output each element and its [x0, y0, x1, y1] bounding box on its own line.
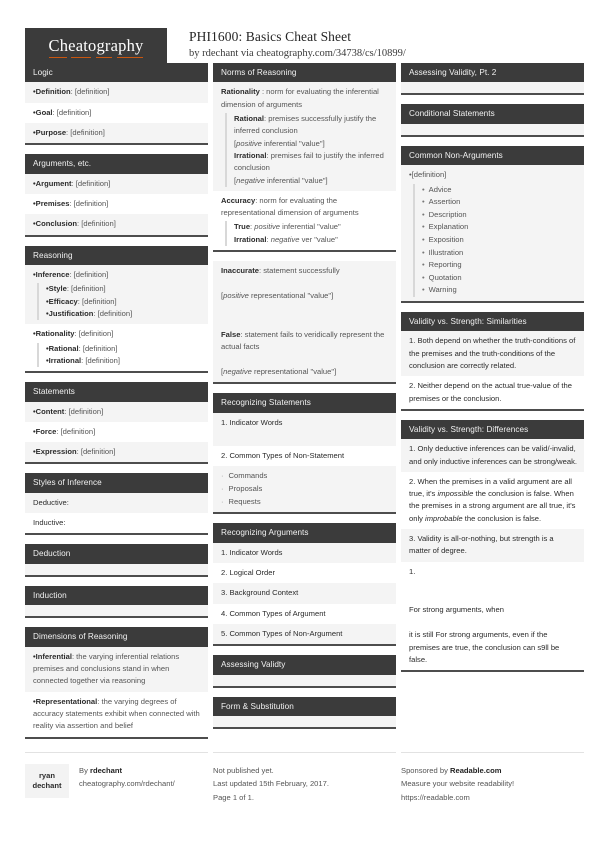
- term: •Rationality: [33, 329, 75, 339]
- sponsor-name[interactable]: Readable.com: [449, 765, 502, 775]
- definition: : [definition]: [81, 355, 120, 365]
- table-row: [213, 413, 396, 446]
- sub-item: [46, 355, 201, 367]
- card-styles-of-inference: [25, 473, 208, 535]
- table-row: [25, 214, 208, 234]
- term: False: [221, 329, 241, 339]
- sub-item: [46, 343, 201, 355]
- card-body-recognizing-statements: [213, 413, 396, 512]
- sponsor-line: Sponsored by Readable.com: [401, 765, 502, 775]
- definition: : [definition]: [64, 406, 104, 416]
- term: •Argument: [33, 178, 72, 188]
- card-assessing-validity: [213, 655, 396, 687]
- sub-list: [37, 283, 201, 320]
- footer-sponsor: [401, 752, 584, 805]
- value-line: [positive representational "value"]: [221, 291, 334, 301]
- card-validity-vs-strength-differences: [401, 420, 584, 672]
- sub-list: [37, 343, 201, 368]
- term: •Premises: [33, 199, 70, 209]
- list-item: • Warning: [422, 284, 577, 297]
- definition: : [definition]: [66, 128, 105, 138]
- definition: : [definition]: [66, 284, 106, 294]
- card-statements: [25, 382, 208, 464]
- definition: : statement successfully: [259, 265, 340, 275]
- table-row-empty: [401, 124, 584, 135]
- table-row: [25, 194, 208, 214]
- card-common-non-arguments: [401, 146, 584, 303]
- term: •Justification: [46, 308, 94, 318]
- emphasis: negative: [270, 234, 300, 244]
- card-title-validity-vs-strength-differences: Validity vs. Strength: Differences: [401, 420, 584, 439]
- card-title-form-substitution: Form & Substitution: [213, 697, 396, 716]
- card-arguments: [25, 154, 208, 236]
- emphasis: positive: [223, 291, 249, 301]
- card-title-arguments: Arguments, etc.: [25, 154, 208, 173]
- column-2: [213, 63, 396, 738]
- card-title-common-non-arguments: Common Non-Arguments: [401, 146, 584, 165]
- card-body-logic: [25, 82, 208, 143]
- publish-lines: [213, 764, 396, 805]
- table-row: 2. Neither depend on the actual true-value of the premises or the conclusion.: [401, 376, 584, 409]
- column-1: [25, 63, 208, 748]
- author-url[interactable]: cheatography.com/rdechant/: [79, 778, 175, 788]
- definition: : [definition]: [69, 270, 109, 280]
- definition: : premises fail to justify the inferred conclusion: [234, 150, 384, 173]
- card-title-logic: Logic: [25, 63, 208, 82]
- list-item: • Advice: [422, 184, 577, 197]
- sponsor-tagline: Measure your website readability!: [401, 779, 515, 789]
- avatar: [25, 764, 69, 798]
- card-inaccurate: [213, 261, 396, 384]
- table-row: [25, 174, 208, 194]
- table-row: 1. Only deductive inferences can be valid/-invalid, and only inductive inferences can be strong/weak.: [401, 439, 584, 472]
- term-line: [221, 86, 389, 111]
- table-row: 5. Common Types of Non-Argument: [213, 624, 396, 644]
- sub-item: [46, 308, 201, 320]
- publish-status: Not published yet.: [213, 765, 274, 775]
- card-recognizing-arguments: [213, 523, 396, 646]
- term-line: [33, 328, 201, 340]
- term: Inaccurate: [221, 265, 259, 275]
- title-block: [189, 28, 406, 59]
- spacer: [221, 429, 389, 442]
- definition: : [definition]: [56, 426, 96, 436]
- table-row: [25, 647, 208, 692]
- sponsor-url[interactable]: https://readable.com: [401, 792, 470, 802]
- table-row-empty: [213, 675, 396, 686]
- avatar-text: ryan dechant: [32, 771, 62, 790]
- definition: : [definition]: [69, 199, 109, 209]
- spacer: [221, 353, 389, 366]
- card-body-recognizing-arguments: [213, 543, 396, 644]
- definition: : [definition]: [74, 329, 114, 339]
- term: •Goal: [33, 107, 53, 117]
- card-body-deduction: [25, 564, 208, 575]
- cheatography-logo[interactable]: [25, 28, 167, 66]
- card-title-assessing-validity-pt2: Assessing Validity, Pt. 2: [401, 63, 584, 82]
- card-deduction: [25, 544, 208, 576]
- table-row-empty: [213, 716, 396, 727]
- author-name[interactable]: rdechant: [89, 765, 123, 775]
- card-title-dimensions-of-reasoning: Dimensions of Reasoning: [25, 627, 208, 646]
- table-row: [25, 123, 208, 143]
- numbered-item: 1.: [409, 566, 416, 576]
- list-item: • Exposition: [422, 234, 577, 247]
- list-item: · Commands: [221, 470, 389, 483]
- term: •Definition: [33, 87, 71, 97]
- definition: : premises successfully justify the inferred conclusion: [234, 114, 377, 136]
- spacer: [221, 277, 389, 290]
- emphasis: positive: [236, 138, 262, 148]
- list-item: 1. Indicator Words: [221, 417, 283, 427]
- definition: : norm for evaluating the representational dimension of arguments: [221, 195, 359, 218]
- spacer: [221, 316, 389, 329]
- term-line: [221, 265, 389, 277]
- list-item: · Requests: [221, 496, 389, 509]
- table-row: [213, 466, 396, 512]
- table-row: 4. Common Types of Argument: [213, 604, 396, 624]
- card-title-validity-vs-strength-similarities: Validity vs. Strength: Similarities: [401, 312, 584, 331]
- sponsor-lines: [401, 764, 584, 805]
- term: •Inference: [33, 270, 70, 280]
- sub-item: [234, 113, 389, 138]
- last-updated: Last updated 15th February, 2017.: [213, 779, 329, 789]
- sub-item: Irrational: negative ver "value": [234, 234, 338, 244]
- card-body-arguments: [25, 174, 208, 235]
- table-row: Inductive:: [25, 513, 208, 533]
- term-line: [221, 329, 389, 354]
- emphasis: impossible: [437, 489, 474, 499]
- term: Rational: [234, 114, 264, 124]
- author-by-line: By rdechant: [79, 765, 123, 775]
- term: •Force: [33, 426, 57, 436]
- definition: : [definition]: [52, 107, 92, 117]
- card-body-validity-vs-strength-similarities: [401, 331, 584, 408]
- card-title-deduction: Deduction: [25, 544, 208, 563]
- card-title-norms-of-reasoning: Norms of Reasoning: [213, 63, 396, 82]
- list-item: 2. Common Types of Non-Statement: [221, 451, 345, 461]
- table-row: [25, 402, 208, 422]
- term: •Inferential: [33, 651, 72, 661]
- term-line: [221, 195, 389, 220]
- card-dimensions-of-reasoning: [25, 627, 208, 738]
- card-form-substitution: [213, 697, 396, 729]
- page-title: PHI1600: Basics Cheat Sheet: [189, 29, 352, 44]
- card-body-inaccurate: [213, 261, 396, 382]
- table-row: [25, 265, 208, 324]
- card-conditional-statements: [401, 104, 584, 136]
- definition: : [definition]: [77, 219, 116, 229]
- sub-item-value: [positive inferential "value"]: [234, 138, 325, 148]
- definition: : statement fails to veridically represent the actual facts: [221, 329, 385, 351]
- table-row: [213, 82, 396, 190]
- card-body-assessing-validity: [213, 675, 396, 686]
- card-title-styles-of-inference: Styles of Inference: [25, 473, 208, 492]
- note-line: For strong arguments, when: [409, 604, 504, 614]
- sub-list: [225, 113, 389, 187]
- definition: : the varying degrees of accuracy statements exhibit when connected with reality via assertion and belief: [33, 696, 200, 731]
- definition-line: •[definition]: [409, 170, 447, 180]
- table-row: [213, 446, 396, 466]
- table-row: [25, 82, 208, 102]
- term: •Irrational: [46, 355, 82, 365]
- card-title-recognizing-statements: Recognizing Statements: [213, 393, 396, 412]
- card-induction: [25, 586, 208, 618]
- card-reasoning: [25, 246, 208, 374]
- column-3: [401, 63, 584, 681]
- table-row: 3. Validity is all-or-nothing, but strength is a matter of degree.: [401, 529, 584, 562]
- card-body-induction: [25, 605, 208, 616]
- card-title-induction: Induction: [25, 586, 208, 605]
- card-body-statements: [25, 402, 208, 463]
- term: True: [234, 222, 251, 232]
- non-argument-list: [422, 184, 577, 297]
- card-body-common-non-arguments: [401, 165, 584, 301]
- definition: : [definition]: [93, 308, 133, 318]
- card-assessing-validity-pt2: [401, 63, 584, 95]
- table-row: [401, 165, 584, 301]
- card-title-conditional-statements: Conditional Statements: [401, 104, 584, 123]
- term: •Expression: [33, 447, 77, 457]
- cheatography-logo-text: Cheatography: [49, 36, 144, 59]
- table-row: [213, 191, 396, 250]
- table-row: 1. Indicator Words: [213, 543, 396, 563]
- emphasis: negative: [223, 367, 252, 377]
- table-row: [25, 442, 208, 462]
- card-norms-of-reasoning: [213, 63, 396, 252]
- card-logic: [25, 63, 208, 145]
- term: •Efficacy: [46, 296, 78, 306]
- table-row: [25, 692, 208, 737]
- table-row: [25, 422, 208, 442]
- table-row-empty: [25, 605, 208, 616]
- page-count: Page 1 of 1.: [213, 792, 254, 802]
- definition: : [definition]: [77, 296, 117, 306]
- term: Irrational: [234, 234, 267, 244]
- emphasis: positive: [254, 222, 281, 232]
- non-statement-list: [221, 470, 389, 508]
- card-body-dimensions-of-reasoning: [25, 647, 208, 737]
- definition: : norm for evaluating the inferential dimension of arguments: [221, 87, 379, 109]
- sub-item: [46, 283, 201, 295]
- definition: : [definition]: [78, 343, 118, 353]
- card-body-reasoning: [25, 265, 208, 371]
- term: •Representational: [33, 696, 98, 706]
- emphasis: improbable: [425, 513, 463, 523]
- table-row: 2. Logical Order: [213, 563, 396, 583]
- note-line: it is still For strong arguments, even if the premises are true, the conclusion can s9ll be false.: [409, 630, 560, 664]
- term: Irrational: [234, 150, 267, 160]
- page-subtitle[interactable]: by rdechant via cheatography.com/34738/cs/10899/: [189, 48, 406, 59]
- card-title-assessing-validity: Assessing Validty: [213, 655, 396, 674]
- sub-item-value: [negative inferential "value"]: [234, 175, 328, 185]
- list-item: • Reporting: [422, 259, 577, 272]
- sub-list: [413, 184, 577, 297]
- spacer: [409, 591, 577, 604]
- footer-author: [25, 752, 208, 805]
- table-row: [401, 562, 584, 670]
- table-row: [25, 103, 208, 123]
- card-body-validity-vs-strength-differences: [401, 439, 584, 670]
- term: •Rational: [46, 343, 79, 353]
- emphasis: negative: [236, 175, 265, 185]
- list-item: • Assertion: [422, 196, 577, 209]
- term: •Conclusion: [33, 219, 78, 229]
- card-body-styles-of-inference: [25, 493, 208, 534]
- list-item: • Description: [422, 209, 577, 222]
- card-title-reasoning: Reasoning: [25, 246, 208, 265]
- table-row: 2. When the premises in a valid argument are all true, it's impossible the conclusion is false. When the premises in a strong argument are all true, it's only improbable the conclusion is false.: [401, 472, 584, 529]
- list-item: • Quotation: [422, 272, 577, 285]
- author-text: [79, 764, 175, 798]
- table-row: Deductive:: [25, 493, 208, 513]
- sub-item: [234, 150, 389, 175]
- table-row: 1. Both depend on whether the truth-conditions of the premises and the truth-conditions of the conclusion are correctly related.: [401, 331, 584, 376]
- card-title-recognizing-arguments: Recognizing Arguments: [213, 523, 396, 542]
- table-row: 3. Background Context: [213, 583, 396, 603]
- spacer: [221, 303, 389, 316]
- definition: : [definition]: [70, 87, 110, 97]
- columns-container: [25, 63, 578, 748]
- value-line: [negative representational "value"]: [221, 367, 337, 377]
- spacer: [409, 578, 577, 591]
- definition: : [definition]: [71, 178, 111, 188]
- term: •Content: [33, 406, 65, 416]
- table-row-empty: [25, 564, 208, 575]
- author-block: [25, 764, 208, 798]
- sub-item: True: positive inferential "value": [234, 222, 341, 232]
- definition: : [definition]: [76, 447, 116, 457]
- definition: : the varying inferential relations premises and conclusions stand in when connected together via reasoning: [33, 651, 180, 686]
- footer-row: [25, 752, 575, 805]
- table-row-empty: [401, 82, 584, 93]
- card-recognizing-statements: [213, 393, 396, 514]
- list-item: • Explanation: [422, 221, 577, 234]
- sub-list: [225, 221, 389, 246]
- term: Accuracy: [221, 195, 256, 205]
- card-body-conditional-statements: [401, 124, 584, 135]
- card-validity-vs-strength-similarities: [401, 312, 584, 411]
- term: Rationality: [221, 87, 260, 97]
- card-body-norms-of-reasoning: [213, 82, 396, 250]
- footer-publish: [213, 752, 396, 805]
- table-row: [25, 324, 208, 371]
- table-row: [213, 261, 396, 382]
- term: •Style: [46, 284, 67, 294]
- term: •Purpose: [33, 128, 67, 138]
- sub-item: [46, 296, 201, 308]
- list-item: • Illustration: [422, 247, 577, 260]
- masthead: [25, 0, 575, 62]
- list-item: · Proposals: [221, 483, 389, 496]
- card-body-assessing-validity-pt2: [401, 82, 584, 93]
- card-title-statements: Statements: [25, 382, 208, 401]
- term-line: [33, 269, 201, 281]
- spacer: [409, 616, 577, 629]
- card-body-form-substitution: [213, 716, 396, 727]
